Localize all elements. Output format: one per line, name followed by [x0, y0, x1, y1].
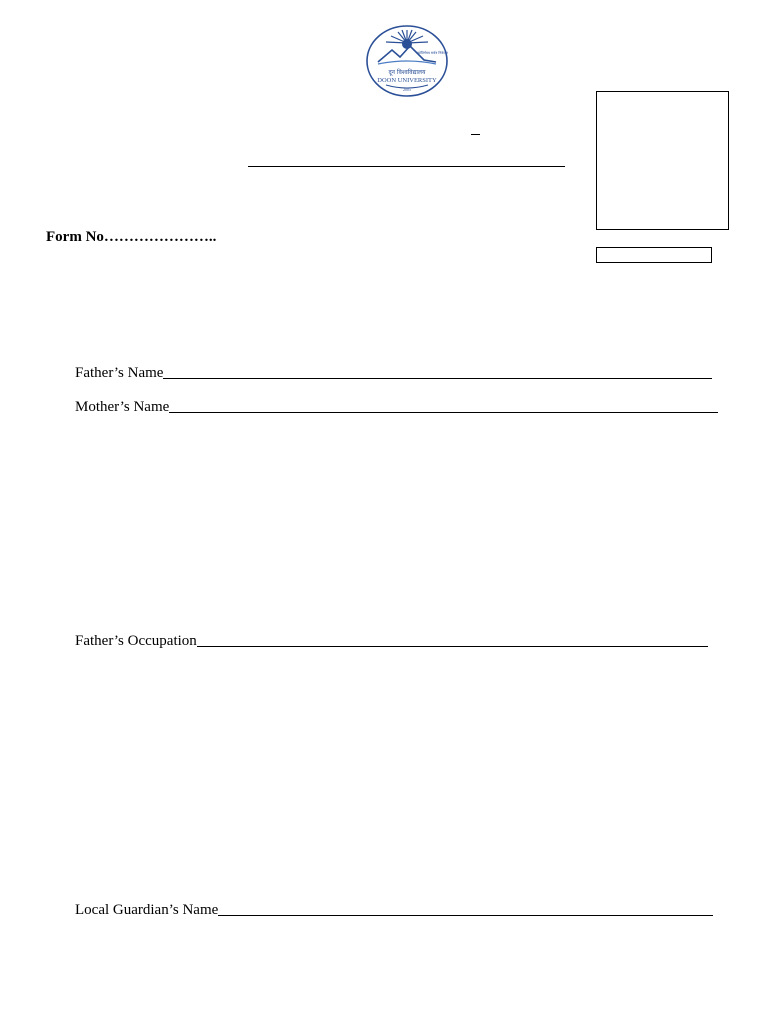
logo-tagline: ज्योतिर्गमय सर्वत्र निकेतन [416, 51, 448, 55]
father-name-field[interactable] [75, 364, 712, 382]
logo-hindi-name: दून विश्वविद्यालय [388, 69, 426, 76]
header-underline-stub [471, 134, 480, 135]
logo-year: 2005 [403, 87, 411, 92]
photo-box [596, 91, 729, 230]
logo-university-name: DOON UNIVERSITY [377, 77, 437, 84]
father-occupation-line[interactable] [197, 646, 708, 647]
university-logo [364, 24, 450, 98]
signature-box [596, 247, 712, 263]
form-number: Form No………………….. [46, 229, 217, 245]
local-guardian-line[interactable] [218, 915, 713, 916]
father-occupation-label: Father’s Occupation [75, 633, 197, 649]
mother-name-label: Mother’s Name [75, 399, 170, 415]
local-guardian-label: Local Guardian’s Name [75, 902, 219, 918]
mother-name-line[interactable] [169, 412, 718, 413]
title-underline [248, 166, 565, 167]
local-guardian-field[interactable] [75, 901, 713, 919]
father-name-line[interactable] [163, 378, 712, 379]
father-occupation-field[interactable] [75, 632, 708, 650]
father-name-label: Father’s Name [75, 365, 164, 381]
mother-name-field[interactable] [75, 398, 718, 416]
